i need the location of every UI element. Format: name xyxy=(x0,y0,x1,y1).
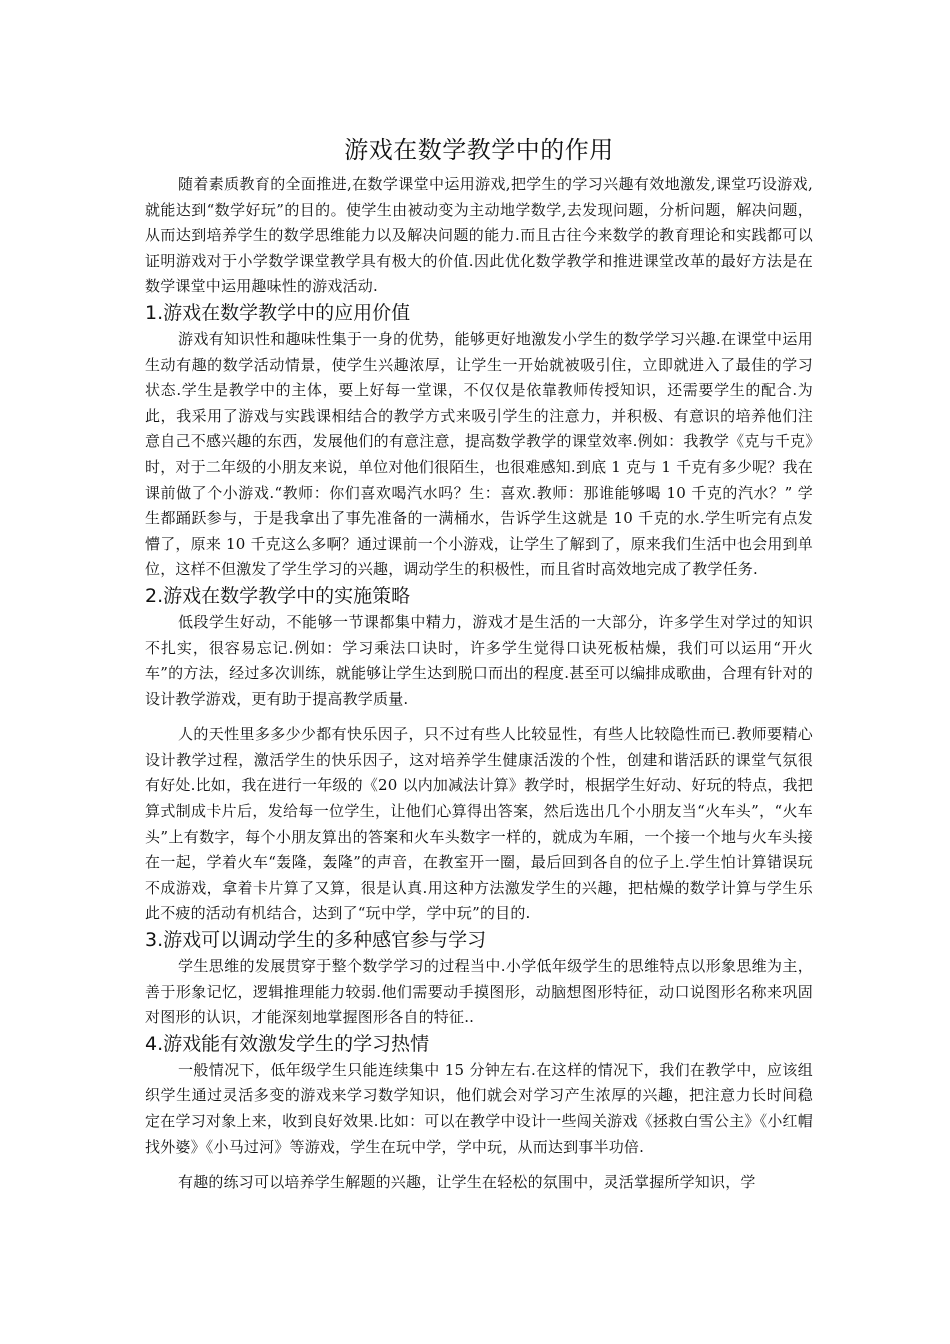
section-3-paragraph-1: 学生思维的发展贯穿于整个数学学习的过程当中.小学低年级学生的思维特点以形象思维为主，善于形象记忆，逻辑推理能力较弱.他们需要动手摸图形，动脑想图形特征，动口说图形名称来巩固对图形的认识，才能深刻地掌握图形各自的特征.. xyxy=(145,957,813,1027)
section-1-paragraph-1: 游戏有知识性和趣味性集于一身的优势，能够更好地激发小学生的数学学习兴趣.在课堂中运用生动有趣的数学活动情景，使学生兴趣浓厚，让学生一开始就被吸引住，立即就进入了最佳的学习状态.学生是教学中的主体，要上好每一堂课，不仅仅是依靠教师传授知识，还需要学生的配合.为此，我采用了游戏与实践课相结合的教学方式来吸引学生的注意力，并积极、有意识的培养他们注意自己不感兴趣的东西，发展他们的有意注意，提高数学教学的课堂效率.例如：我教学《克与千克》时，对于二年级的小朋友来说，单位对他们很陌生，也很难感知.到底 1 克与 1 千克有多少呢？我在课前做了个小游戏.“教师：你们喜欢喝汽水吗？生：喜欢.教师：那谁能够喝 10 千克的汽水？” 学生都踊跃参与，于是我拿出了事先准备的一满桶水，告诉学生这就是 10 千克的水.学生听完有点发懵了，原来 10 千克这么多啊？通过课前一个小游戏，让学生了解到了，原来我们生活中也会用到单位，这样不但激发了学生学习的兴趣，调动学生的积极性，而且省时高效地完成了教学任务. xyxy=(145,329,813,579)
section-4-paragraph-1: 一般情况下，低年级学生只能连续集中 15 分钟左右.在这样的情况下，我们在教学中，应该组织学生通过灵活多变的游戏来学习数学知识，他们就会对学习产生浓厚的兴趣，把注意力长时间稳定在学习对象上来，收到良好效果.比如：可以在教学中设计一些闯关游戏《拯救白雪公主》《小红帽找外婆》《小马过河》等游戏，学生在玩中学，学中玩，从而达到事半功倍. xyxy=(145,1060,813,1156)
section-heading-4: 4.游戏能有效激发学生的学习热情 xyxy=(145,1032,430,1055)
paragraph-spacer xyxy=(145,712,813,722)
document-title: 游戏在数学教学中的作用 xyxy=(344,136,614,164)
section-2-paragraph-1: 低段学生好动，不能够一节课都集中精力，游戏才是生活的一大部分，许多学生对学过的知识不扎实，很容易忘记.例如：学习乘法口诀时，许多学生觉得口诀死板枯燥，我们可以运用“开火车”的方法，经过多次训练，就能够让学生达到脱口而出的程度.甚至可以编排成歌曲，合理有针对的设计教学游戏，更有助于提高教学质量. xyxy=(145,612,813,708)
section-2-paragraph-2: 人的天性里多多少少都有快乐因子，只不过有些人比较显性，有些人比较隐性而已.教师要精心设计教学过程，激活学生的快乐因子，这对培养学生健康活泼的个性，创建和谐活跃的课堂气氛很有好处.比如，我在进行一年级的《20 以内加减法计算》教学时，根据学生好动、好玩的特点，我把算式制成卡片后，发给每一位学生，让他们心算得出答案，然后选出几个小朋友当“火车头”，“火车头”上有数字，每个小朋友算出的答案和火车头数字一样的，就成为车厢，一个接一个地与火车头接在一起，学着火车“轰隆，轰隆”的声音，在教室开一圈，最后回到各自的位子上.学生怕计算错误玩不成游戏，拿着卡片算了又算，很是认真.用这种方法激发学生的兴趣，把枯燥的数学计算与学生乐此不疲的活动有机结合，达到了“玩中学，学中玩”的目的. xyxy=(145,725,813,923)
intro-paragraph: 随着素质教育的全面推进,在数学课堂中运用游戏,把学生的学习兴趣有效地激发,课堂巧设游戏,就能达到“数学好玩”的目的。使学生由被动变为主动地学数学,去发现问题，分析问题，解决问题，从而达到培养学生的数学思维能力以及解决问题的能力.而且古往今来数学的教育理论和实践都可以证明游戏对于小学数学课堂教学具有极大的价值.因此优化数学教学和推进课堂改革的最好方法是在数学课堂中运用趣味性的游戏活动. xyxy=(145,175,813,296)
section-heading-2: 2.游戏在数学教学中的实施策略 xyxy=(145,584,411,607)
section-heading-3: 3.游戏可以调动学生的多种感官参与学习 xyxy=(145,929,487,952)
paragraph-spacer xyxy=(145,1160,813,1170)
section-4-paragraph-2: 有趣的练习可以培养学生解题的兴趣，让学生在轻松的氛围中，灵活掌握所学知识，学 xyxy=(178,1173,756,1192)
document-page xyxy=(145,128,813,1196)
section-heading-1: 1.游戏在数学教学中的应用价值 xyxy=(145,301,411,324)
